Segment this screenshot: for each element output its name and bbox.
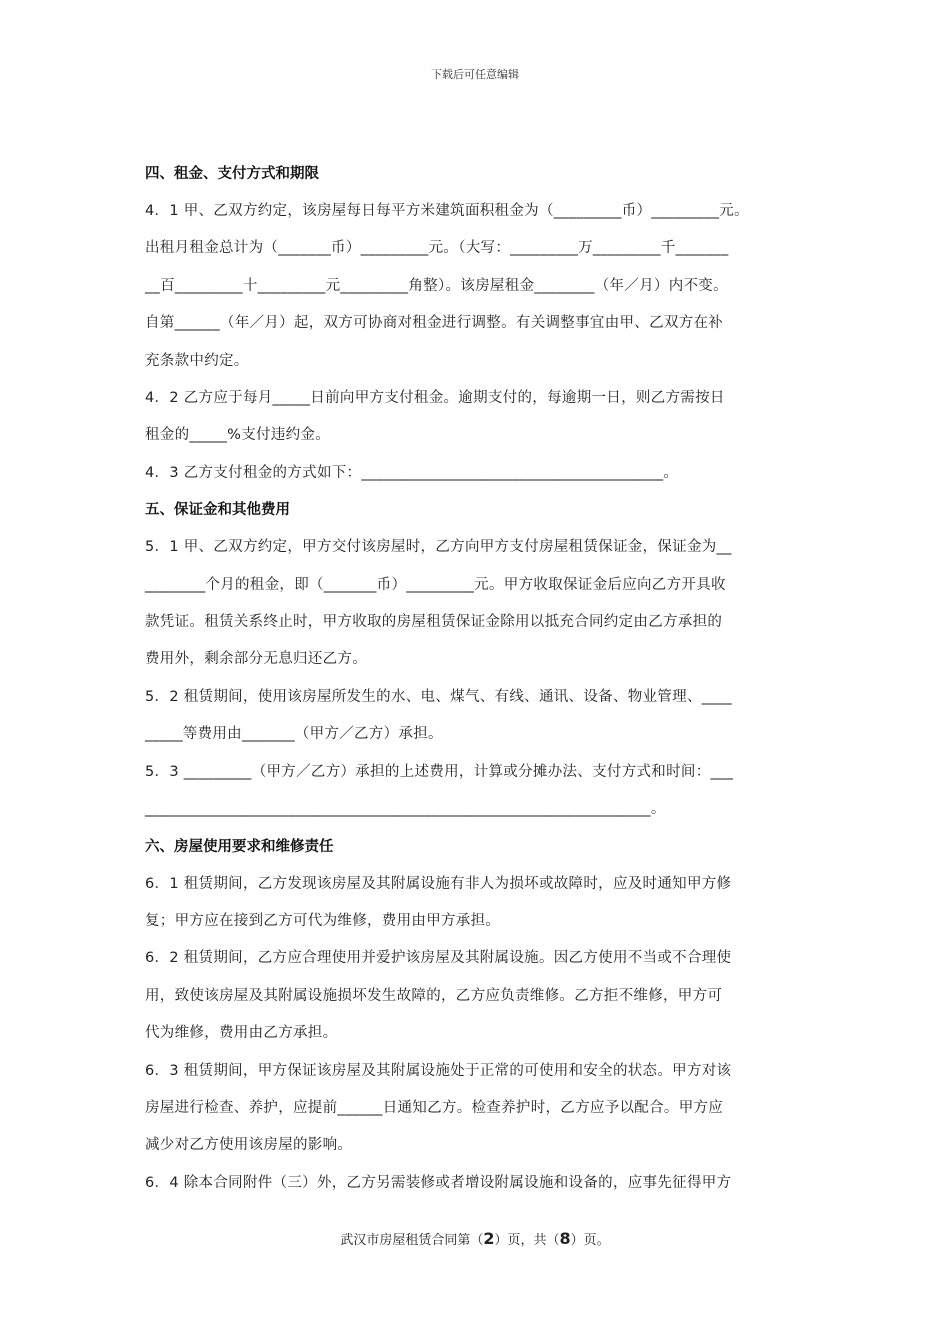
body-line: 复；甲方应在接到乙方可代为维修，费用由甲方承担。	[145, 912, 501, 929]
body-line: 款凭证。租赁关系终止时，甲方收取的房屋租赁保证金除用以抵充合同约定由乙方承担的	[145, 614, 723, 631]
section-heading: 四、租金、支付方式和期限	[145, 166, 319, 182]
body-line: 出租月租金总计为（_______币）_________元。（大写：_________万_________千_______	[145, 240, 729, 257]
body-line: 房屋进行检查、养护，应提前______日通知乙方。检查养护时，乙方应予以配合。甲方应	[145, 1099, 724, 1116]
body-line: 6．2 租赁期间，乙方应合理使用并爱护该房屋及其附属设施。因乙方使用不当或不合理使	[145, 950, 732, 967]
body-line: 4．1 甲、乙双方约定，该房屋每日每平方米建筑面积租金为（_________币）_________元。	[145, 203, 749, 219]
body-line: ___________________________________________________________________。	[145, 801, 666, 818]
body-line: 5．3 _________（甲方／乙方）承担的上述费用，计算或分摊办法、支付方式和时间：___	[145, 763, 734, 780]
body-line: 4．2 乙方应于每月_____日前向甲方支付租金。逾期支付的，每逾期一日，则乙方需按日	[145, 390, 725, 407]
total-page-count: 8	[559, 1229, 571, 1248]
body-line: 5．2 租赁期间，使用该房屋所发生的水、电、煤气、有线、通讯、设备、物业管理、____	[145, 688, 732, 705]
body-line: 自第______（年／月）起，双方可协商对租金进行调整。有关调整事宜由甲、乙双方在补	[145, 315, 724, 332]
body-line: __百_________十_________元_________角整）。该房屋租金________（年／月）内不变。	[145, 277, 728, 294]
footer-prefix: 武汉市房屋租赁合同第（	[340, 1233, 484, 1248]
body-line: ________个月的租金，即（_______币）_________元。甲方收取保证金后应向乙方开具收	[145, 576, 726, 593]
body-line: 6．3 租赁期间，甲方保证该房屋及其附属设施处于正常的可使用和安全的状态。甲方对该	[145, 1062, 732, 1079]
section-heading: 六、房屋使用要求和维修责任	[145, 838, 334, 855]
body-line: 充条款中约定。	[145, 352, 249, 369]
current-page-number: 2	[483, 1229, 495, 1248]
body-line: 6．4 除本合同附件（三）外，乙方另需装修或者增设附属设施和设备的，应事先征得甲方	[145, 1174, 732, 1191]
body-line: 5．1 甲、乙双方约定，甲方交付该房屋时，乙方向甲方支付房屋租赁保证金，保证金为__	[145, 539, 732, 556]
body-line: 4．3 乙方支付租金的方式如下：________________________________________。	[145, 464, 679, 481]
body-line: 代为维修，费用由乙方承担。	[145, 1025, 338, 1042]
page-footer	[0, 1229, 950, 1248]
section-heading: 五、保证金和其他费用	[145, 502, 290, 519]
body-line: _____等费用由_______（甲方／乙方）承担。	[145, 726, 443, 743]
footer-suffix: ）页。	[570, 1233, 610, 1248]
body-line: 减少对乙方使用该房屋的影响。	[145, 1137, 353, 1154]
body-line: 6．1 租赁期间，乙方发现该房屋及其附属设施有非人为损坏或故障时，应及时通知甲方修	[145, 875, 732, 892]
document-body	[145, 156, 815, 1202]
page-header: 下载后可任意编辑	[431, 68, 519, 81]
body-line: 用，致使该房屋及其附属设施损坏发生故障的，乙方应负责维修。乙方拒不维修，甲方可	[145, 987, 723, 1004]
body-line: 租金的_____%支付违约金。	[145, 427, 331, 444]
footer-middle: ）页，共（	[494, 1233, 560, 1248]
body-line: 费用外，剩余部分无息归还乙方。	[145, 651, 367, 668]
